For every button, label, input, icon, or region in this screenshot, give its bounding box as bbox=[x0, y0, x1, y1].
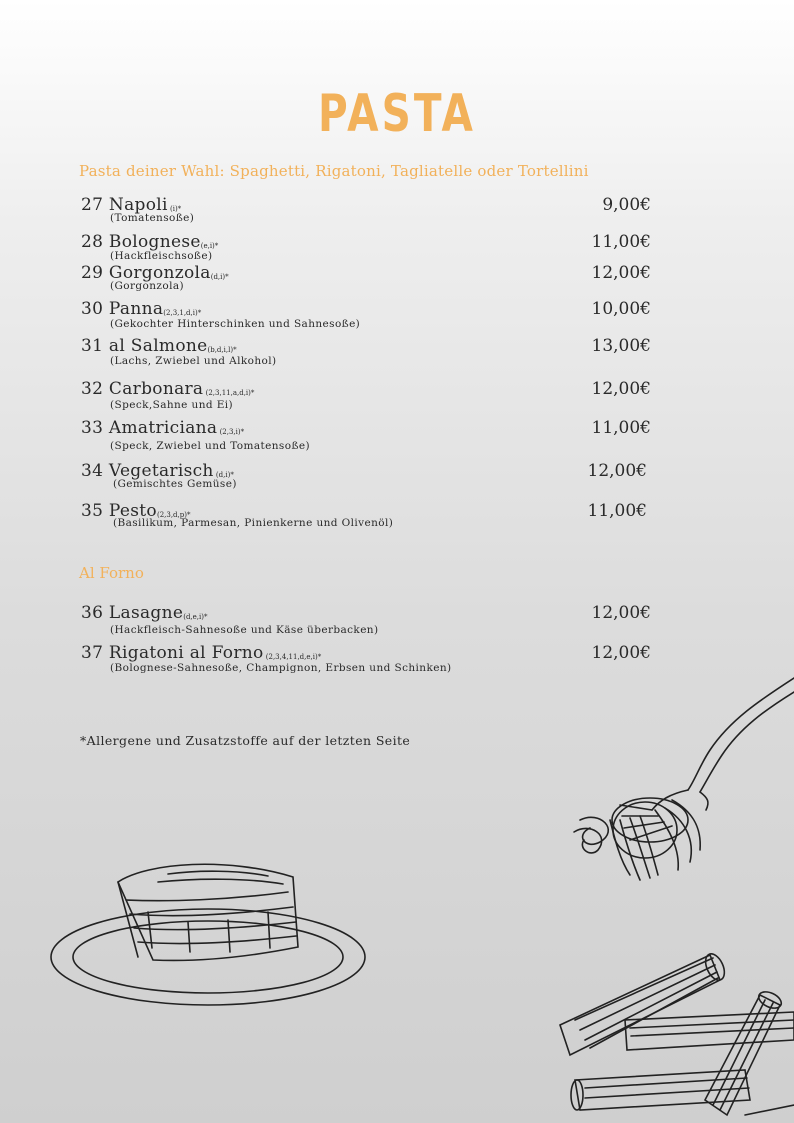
dish-description: (Lachs, Zwiebel und Alkohol) bbox=[110, 355, 277, 367]
dish-price: 12,00€ bbox=[591, 603, 651, 623]
dish-price: 11,00€ bbox=[591, 232, 651, 252]
dish-description: (Hackfleischsoße) bbox=[110, 250, 213, 262]
dish-price: 12,00€ bbox=[591, 263, 651, 283]
dish-price: 10,00€ bbox=[591, 299, 651, 319]
dish-description: (Gorgonzola) bbox=[110, 280, 184, 292]
dish-description: (Speck,Sahne und Ei) bbox=[110, 399, 234, 411]
dish-price: 9,00€ bbox=[602, 195, 651, 215]
dish-description: (Bolognese-Sahnesoße, Champignon, Erbsen und Schinken) bbox=[110, 662, 452, 674]
allergen-codes: (e,i)* bbox=[200, 242, 219, 250]
dish-name: 27 Napoli bbox=[81, 195, 168, 215]
allergen-codes: (i)* bbox=[167, 205, 182, 213]
dish-price: 12,00€ bbox=[591, 379, 651, 399]
allergen-codes: (d,i)* bbox=[210, 273, 229, 281]
dish-name: 34 Vegetarisch bbox=[81, 461, 214, 481]
dish-price: 12,00€ bbox=[591, 643, 651, 663]
dish-description: (Gekochter Hinterschinken und Sahnesoße) bbox=[110, 318, 361, 330]
rigatoni-illustration bbox=[555, 940, 794, 1123]
allergen-codes: (d,i)* bbox=[213, 471, 234, 479]
page-title: PASTA bbox=[317, 84, 477, 144]
allergen-codes: (2,3,d,p)* bbox=[156, 511, 191, 519]
dish-name: 30 Panna bbox=[81, 299, 164, 319]
dish-description: (Speck, Zwiebel und Tomatensoße) bbox=[110, 440, 310, 452]
dish-name: 36 Lasagne bbox=[81, 603, 184, 623]
allergen-codes: (2,3,4,11,d,e,i)* bbox=[263, 653, 322, 661]
lasagna-plate-illustration bbox=[48, 852, 368, 1012]
dish-description: (Gemischtes Gemüse) bbox=[113, 478, 237, 490]
allergen-codes: (2,3,1,d,i)* bbox=[163, 309, 202, 317]
dish-description: (Basilikum, Parmesan, Pinienkerne und Olivenöl) bbox=[113, 517, 394, 529]
allergen-codes: (d,e,i)* bbox=[183, 613, 208, 621]
fork-spaghetti-illustration bbox=[560, 670, 794, 890]
dish-name: 32 Carbonara bbox=[81, 379, 204, 399]
dish-name: 33 Amatriciana bbox=[81, 418, 218, 438]
section-heading-al-forno: Al Forno bbox=[79, 564, 144, 582]
dish-description: (Tomatensoße) bbox=[110, 212, 195, 224]
dish-price: 11,00€ bbox=[587, 501, 647, 521]
dish-name: 31 al Salmone bbox=[81, 336, 208, 356]
allergen-codes: (2,3,i)* bbox=[217, 428, 245, 436]
dish-name: 37 Rigatoni al Forno bbox=[81, 643, 264, 663]
dish-description: (Hackfleisch-Sahnesoße und Käse überbacken) bbox=[110, 624, 379, 636]
allergen-codes: (b,d,i,l)* bbox=[207, 346, 237, 354]
dish-price: 13,00€ bbox=[591, 336, 651, 356]
allergen-footnote: *Allergene und Zusatzstoffe auf der letzten Seite bbox=[80, 733, 411, 748]
dish-price: 11,00€ bbox=[591, 418, 651, 438]
allergen-codes: (2,3,11,a,d,i)* bbox=[203, 389, 255, 397]
pasta-choice-subtitle: Pasta deiner Wahl: Spaghetti, Rigatoni, Tagliatelle oder Tortellini bbox=[79, 162, 589, 180]
dish-price: 12,00€ bbox=[587, 461, 647, 481]
dish-name: 35 Pesto bbox=[81, 501, 157, 521]
dish-name: 29 Gorgonzola bbox=[81, 263, 211, 283]
dish-name: 28 Bolognese bbox=[81, 232, 201, 252]
